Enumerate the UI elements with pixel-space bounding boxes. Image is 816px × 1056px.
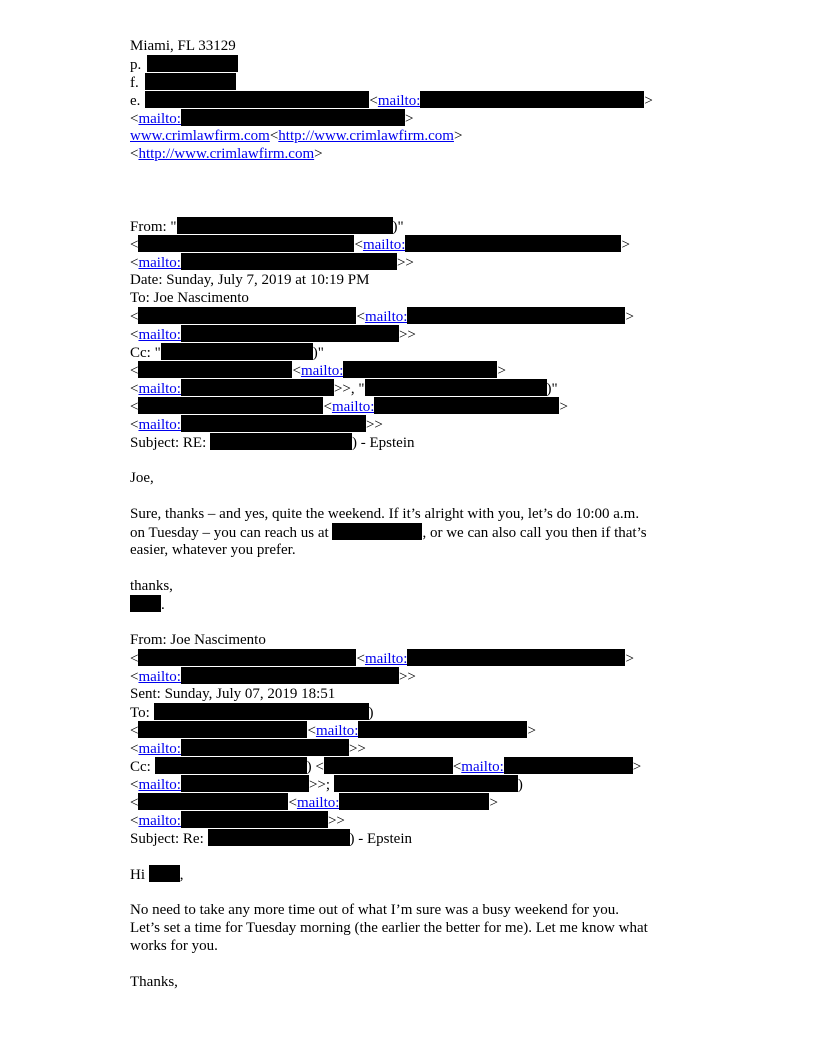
redaction-block (504, 757, 633, 774)
msg2-body-line-1: No need to take any more time out of what I’m sure was a busy weekend for you. (130, 902, 620, 918)
redaction-block (343, 361, 497, 378)
msg1-body-line-1: Sure, thanks – and yes, quite the weekend. If it’s alright with you, let’s do 10:00 a.m. (130, 506, 640, 522)
fax-prefix: f. (130, 75, 139, 91)
signature-city: Miami, FL 33129 (130, 38, 236, 54)
signature-phone-line (130, 55, 770, 73)
redaction-block (130, 595, 161, 612)
email-prefix: e. (130, 93, 141, 109)
msg2-cc2-mailto-line: <mailto: >> (130, 813, 345, 829)
msg2-from-mailto-line: <mailto: >> (130, 669, 416, 685)
redaction-block (181, 739, 349, 756)
redaction-block (181, 415, 366, 432)
mailto-link[interactable]: mailto: (362, 237, 406, 253)
website-link[interactable]: www.crimlawfirm.com (130, 128, 270, 144)
redaction-block (161, 343, 313, 360)
redaction-block (407, 649, 625, 666)
msg1-from-line: From: " )" (130, 219, 404, 235)
redaction-block (154, 703, 369, 720)
redaction-block (181, 325, 399, 342)
msg2-sent: Sent: Sunday, July 07, 2019 18:51 (130, 686, 336, 702)
mailto-link[interactable]: mailto: (138, 669, 181, 685)
msg2-from: From: Joe Nascimento (130, 632, 266, 648)
mailto-link[interactable]: mailto: (138, 111, 181, 127)
redaction-block (181, 253, 397, 270)
msg1-date: Date: Sunday, July 7, 2019 at 10:19 PM (130, 272, 370, 288)
msg1-cc-email-line: < <mailto: > (130, 363, 506, 379)
msg1-from-email-line: < <mailto: > (130, 237, 630, 253)
redaction-block (138, 235, 354, 252)
redaction-block (210, 433, 352, 450)
msg1-to-email-line: < <mailto: > (130, 309, 634, 325)
redaction-block (138, 307, 356, 324)
signature-email-line: e. <mailto: > (130, 93, 653, 109)
msg2-cc-line: Cc: ) < <mailto: > (130, 759, 642, 775)
signature-mailto-line: <mailto: > (130, 111, 414, 127)
redaction-block (420, 91, 644, 108)
mailto-link[interactable]: mailto: (364, 309, 408, 325)
mailto-link[interactable]: mailto: (138, 327, 181, 343)
mailto-link[interactable]: mailto: (138, 813, 181, 829)
mailto-link[interactable]: mailto: (331, 399, 375, 415)
msg2-to-line: To: ) (130, 705, 374, 721)
msg1-to-mailto-line: <mailto: >> (130, 327, 416, 343)
redaction-block (181, 775, 309, 792)
mailto-link[interactable]: mailto: (138, 741, 181, 757)
msg1-body-line-2: on Tuesday – you can reach us at , or we can also call you then if that’s (130, 525, 647, 541)
mailto-link[interactable]: mailto: (315, 723, 359, 739)
redaction-block (181, 379, 334, 396)
redaction-block (138, 793, 288, 810)
mailto-link[interactable]: mailto: (461, 759, 504, 775)
msg1-signoff: thanks, (130, 578, 173, 594)
redaction-block (138, 397, 323, 414)
redaction-block (155, 757, 307, 774)
msg1-signature-line: . (130, 595, 770, 613)
msg1-cc-mailto-line: <mailto: >>, " )" (130, 381, 558, 397)
mailto-link[interactable]: mailto: (296, 795, 340, 811)
redaction-block (145, 91, 369, 108)
mailto-link[interactable]: mailto: (377, 93, 421, 109)
msg2-body-line-2: Let’s set a time for Tuesday morning (the earlier the better for me). Let me know what (130, 920, 648, 936)
redaction-block (181, 109, 405, 126)
msg2-cc2-email-line: < <mailto: > (130, 795, 498, 811)
redaction-block (374, 397, 559, 414)
redaction-block (181, 667, 399, 684)
msg1-cc-line: Cc: " )" (130, 345, 324, 361)
msg1-to: To: Joe Nascimento (130, 290, 249, 306)
redaction-block (365, 379, 547, 396)
redaction-block (138, 649, 356, 666)
msg1-from-mailto-line: <mailto: >> (130, 255, 414, 271)
mailto-link[interactable]: mailto: (138, 381, 181, 397)
redaction-block (339, 793, 489, 810)
msg1-body-line-3: easier, whatever you prefer. (130, 542, 296, 558)
phone-prefix: p. (130, 57, 142, 73)
msg2-greeting: Hi , (130, 867, 184, 883)
msg2-from-email-line: < <mailto: > (130, 651, 634, 667)
mailto-link[interactable]: mailto: (138, 777, 181, 793)
msg2-signoff: Thanks, (130, 974, 178, 990)
msg1-greeting: Joe, (130, 470, 154, 486)
msg2-to-mailto-line: <mailto: >> (130, 741, 366, 757)
msg2-body-line-3: works for you. (130, 938, 218, 954)
msg1-subject-line: Subject: RE: ) - Epstein (130, 435, 415, 451)
redaction-block (181, 811, 328, 828)
mailto-link[interactable]: mailto: (138, 417, 181, 433)
email-document (130, 37, 770, 991)
redaction-block (147, 55, 238, 72)
redaction-block (177, 217, 393, 234)
redaction-block (334, 775, 518, 792)
redaction-block (138, 361, 292, 378)
redaction-block (208, 829, 350, 846)
redaction-block (405, 235, 621, 252)
redaction-block (145, 73, 236, 90)
redaction-block (138, 721, 307, 738)
redaction-block (358, 721, 527, 738)
redaction-block (149, 865, 180, 882)
msg2-cc-mailto-line: <mailto: >>; ) (130, 777, 523, 793)
mailto-link[interactable]: mailto: (364, 651, 408, 667)
signature-fax-line (130, 73, 770, 91)
msg1-cc2-email-line: < <mailto: > (130, 399, 568, 415)
redaction-block (407, 307, 625, 324)
mailto-link[interactable]: mailto: (300, 363, 344, 379)
msg1-cc2-mailto-line: <mailto: >> (130, 417, 383, 433)
website-http-link[interactable]: http://www.crimlawfirm.com (138, 146, 315, 162)
redaction-block (332, 523, 422, 540)
msg2-to-email-line: < <mailto: > (130, 723, 536, 739)
mailto-link[interactable]: mailto: (138, 255, 181, 271)
website-http-link[interactable]: http://www.crimlawfirm.com (278, 128, 454, 144)
redaction-block (324, 757, 453, 774)
msg2-subject-line: Subject: Re: ) - Epstein (130, 831, 412, 847)
signature-website-line: www.crimlawfirm.com<http://www.crimlawfirm.com> (130, 128, 463, 144)
signature-website-line-2: <http://www.crimlawfirm.com> (130, 146, 323, 162)
